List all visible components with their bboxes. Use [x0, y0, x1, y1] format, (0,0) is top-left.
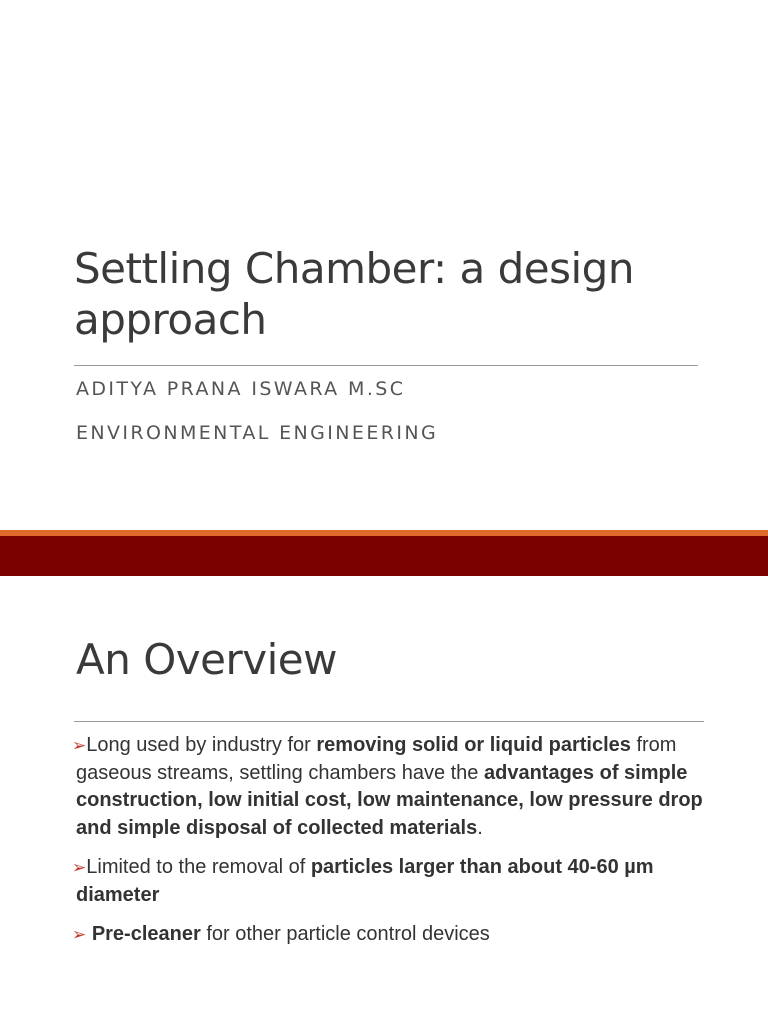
department-subtitle: ENVIRONMENTAL ENGINEERING [76, 422, 439, 444]
title-line-2: approach [74, 295, 267, 344]
bullet-bold-text: advantages of simple construction, low initial cost, low maintenance, low pressure drop and simple disposal of collected materials [76, 761, 703, 839]
slide-title [74, 243, 714, 345]
bullet-list [72, 732, 706, 961]
bullet-item [72, 921, 706, 949]
arrow-bullet-icon: ➢ [72, 858, 87, 877]
bullet-text: . [477, 816, 483, 839]
overview-slide [0, 576, 768, 1024]
title-divider [74, 721, 704, 722]
bullet-text: from gaseous streams, settling chambers have the [76, 734, 677, 784]
bullet-bold-text: removing solid or liquid particles [316, 734, 631, 756]
bullet-item [72, 854, 706, 909]
slide-title: An Overview [76, 635, 337, 684]
arrow-bullet-icon: ➢ [72, 736, 87, 755]
bullet-item [72, 732, 706, 842]
bullet-text: for other particle control devices [200, 923, 490, 945]
slide-separator-band [0, 536, 768, 576]
author-subtitle: ADITYA PRANA ISWARA M.SC [76, 378, 406, 400]
title-line-1: Settling Chamber: a design [74, 244, 634, 293]
bullet-text: Long used by industry for [86, 734, 317, 756]
arrow-bullet-icon: ➢ [72, 925, 87, 944]
bullet-bold-text: particles larger than about 40-60 µm diameter [76, 856, 654, 906]
bullet-text: Limited to the removal of [86, 856, 311, 878]
bullet-bold-text: Pre-cleaner [91, 923, 201, 945]
title-divider [74, 365, 698, 366]
